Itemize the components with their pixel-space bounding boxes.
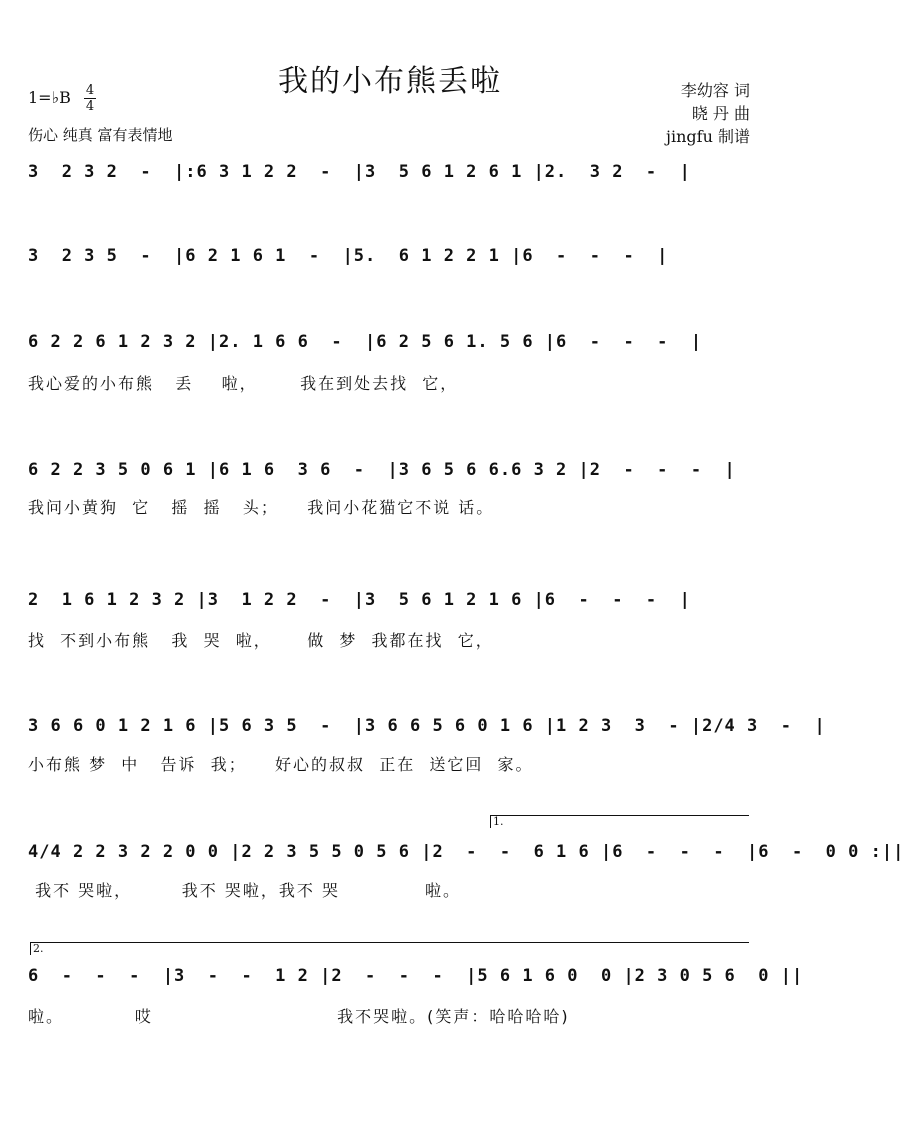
notes-row-7: 4/4 2 2 3 2 2 0 0 |2 2 3 5 5 0 5 6 |2 - - 6 1 6 |6 - - - |6 - 0 0 :|| — [28, 842, 904, 862]
notation-credit: jingfu 制谱 — [666, 127, 750, 146]
key-signature: 1=♭B — [28, 88, 71, 107]
lyrics-row-8: 啦。 哎 我不哭啦。(笑声：哈哈哈哈) — [28, 1007, 570, 1026]
score-row-1 — [28, 162, 750, 202]
score-row-5 — [28, 590, 750, 630]
composer-credit: 晓 丹 曲 — [691, 104, 750, 123]
score-row-8 — [28, 966, 804, 1006]
first-ending-bracket — [490, 815, 749, 828]
score-row-6 — [28, 716, 826, 756]
notes-row-3: 6 2 2 6 1 2 3 2 |2. 1 6 6 - |6 2 5 6 1. 5 6 |6 - - - | — [28, 332, 703, 352]
score-row-3 — [28, 332, 750, 372]
score-row-4 — [28, 460, 750, 500]
notes-row-8: 6 - - - |3 - - 1 2 |2 - - - |5 6 1 6 0 0 |2 3 0 5 6 0 || — [28, 966, 804, 986]
time-signature-bottom: 4 — [85, 99, 95, 114]
notes-row-6: 3 6 6 0 1 2 1 6 |5 6 3 5 - |3 6 6 5 6 0 1 6 |1 2 3 3 - |2/4 3 - | — [28, 716, 826, 736]
score-row-7 — [28, 842, 904, 882]
lyrics-row-3: 我心爱的小布熊 丢 啦， 我在到处去找 它， — [28, 374, 459, 393]
lyricist-credit: 李幼容 词 — [680, 81, 750, 100]
expression-marking: 伤心 纯真 富有表情地 — [28, 126, 173, 144]
notes-row-5: 2 1 6 1 2 3 2 |3 1 2 2 - |3 5 6 1 2 1 6 |6 - - - | — [28, 590, 691, 610]
second-ending-number: 2. — [33, 942, 44, 955]
lyrics-row-7: 我不 哭啦， 我不 哭啦，我不 哭 啦。 — [28, 881, 461, 900]
score-row-2 — [28, 246, 750, 286]
time-signature-top: 4 — [85, 83, 95, 98]
lyrics-row-4: 我问小黄狗 它 摇 摇 头； 我问小花猫它不说 话。 — [28, 498, 495, 517]
notes-row-2: 3 2 3 5 - |6 2 1 6 1 - |5. 6 1 2 2 1 |6 - - - | — [28, 246, 669, 266]
notes-row-4: 6 2 2 3 5 0 6 1 |6 1 6 3 6 - |3 6 5 6 6.6 3 2 |2 - - - | — [28, 460, 736, 480]
lyrics-row-6: 小布熊 梦 中 告诉 我； 好心的叔叔 正在 送它回 家。 — [28, 755, 534, 774]
second-ending-bracket — [30, 942, 749, 955]
first-ending-number: 1. — [493, 815, 504, 828]
lyrics-row-5: 找 不到小布熊 我 哭 啦， 做 梦 我都在找 它， — [28, 631, 494, 650]
page-title: 我的小布熊丢啦 — [278, 64, 502, 99]
notes-row-1: 3 2 3 2 - |:6 3 1 2 2 - |3 5 6 1 2 6 1 |2. 3 2 - | — [28, 162, 691, 182]
